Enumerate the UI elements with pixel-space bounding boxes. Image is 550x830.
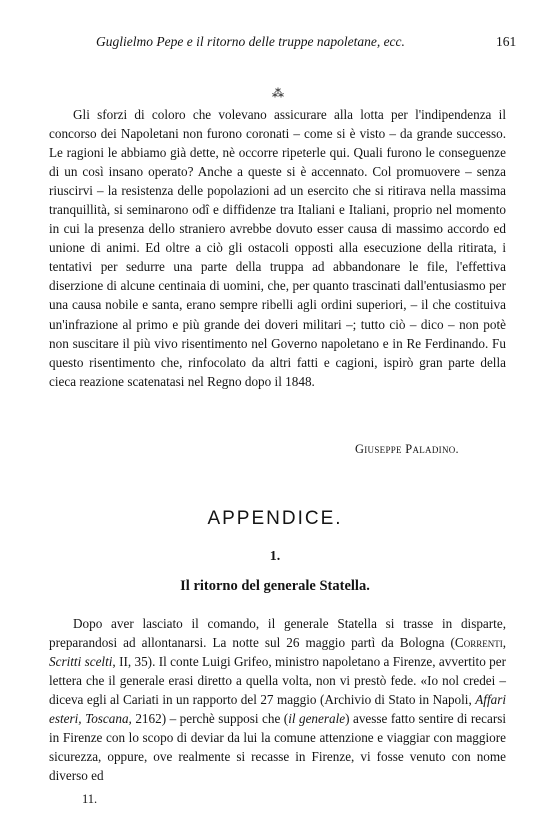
appendix-paragraph [49, 614, 506, 785]
text-run: Dopo aver lasciato il comando, il generale Statella si trasse in disparte, preparandosi ad allontanarsi. La notte sul 26 maggio partì da Bologna ( [49, 616, 506, 651]
appendix-heading: APPENDICE. [207, 508, 343, 529]
page-number: 161 [496, 34, 517, 49]
author-last-name: Paladino. [405, 442, 459, 456]
appendix-section-number: 1. [269, 549, 281, 564]
text-run: ) avesse fatto sentire di recarsi in Firenze con lo scopo di deviar da lui la comune attenzione e viaggiar con maggiore sicurezza, oppure, ove realmente si recasse in Firenze, vi fosse venuto con nome diverso ed [49, 711, 507, 784]
cited-author: Correnti [454, 635, 503, 651]
archive-series: Affari esteri, Toscana, [49, 692, 506, 727]
author-first-name: Giuseppe [355, 442, 402, 456]
asterism-divider: ⁂ [272, 86, 284, 100]
text-run: , II, 35). Il conte Luigi Grifeo, ministro napoletano a Firenze, avvertito per lettera che il generale erasi diretto a quella volta, non vi prestò fede. «Io nol credei – diceva egli al Cariati in un rapporto del 27 maggio (Archivio di Stato in Napoli, [49, 654, 506, 708]
appendix-section-title: Il ritorno del generale Statella. [180, 578, 370, 594]
author-signature [355, 442, 459, 457]
text-run: , [502, 635, 506, 651]
cited-work: Scritti scelti [49, 654, 113, 670]
text-run: 2162) – perchè supposi che ( [131, 711, 289, 727]
quoted-subject: il generale [288, 711, 346, 727]
running-title: Guglielmo Pepe e il ritorno delle truppe napoletane, ecc. [96, 34, 405, 49]
printer-signature-mark: 11. [82, 792, 98, 806]
essay-closing-paragraph: Gli sforzi di coloro che volevano assicurare alla lotta per l'indipendenza il concorso dei Napoletani non furono coronati – come si è visto – da grande successo. Le ragioni le abbiamo già dette, nè occorre ripeterle qui. Quali furono le conseguenze di un così insano operato? Anche a queste si è accennato. Col promuovere – senza riuscirvi – la resistenza delle popolazioni ad un esercito che si ritirava nella massima tranquillità, si seminarono odî e diffidenze tra Italiani e Italiani, proprio nel momento in cui la presenza dello straniero avrebbe dovuto esser causa di massimo accordo ed unione di animi. Ed oltre a ciò gli ostacoli opposti alla esecuzione della ritirata, i tentativi per sedurre una parte della truppa ad abbandonare le file, l'effettiva diserzione di alcune centinaia di uomini, che, per quanto trascinati dall'entusiasmo per una causa nobile e santa, erano sempre ribelli agli ordini superiori, – il che costituiva un'infrazione al primo e più grande dei doveri militari –; tutto ciò – dico – non potè non suscitare il più vivo risentimento nel Governo napoletano e in Re Ferdinando. Fu questo risentimento che, rinfocolato da altri fatti e cagioni, ispirò gran parte della cieca reazione scatenatasi nel Regno dopo il 1848. [49, 107, 506, 389]
